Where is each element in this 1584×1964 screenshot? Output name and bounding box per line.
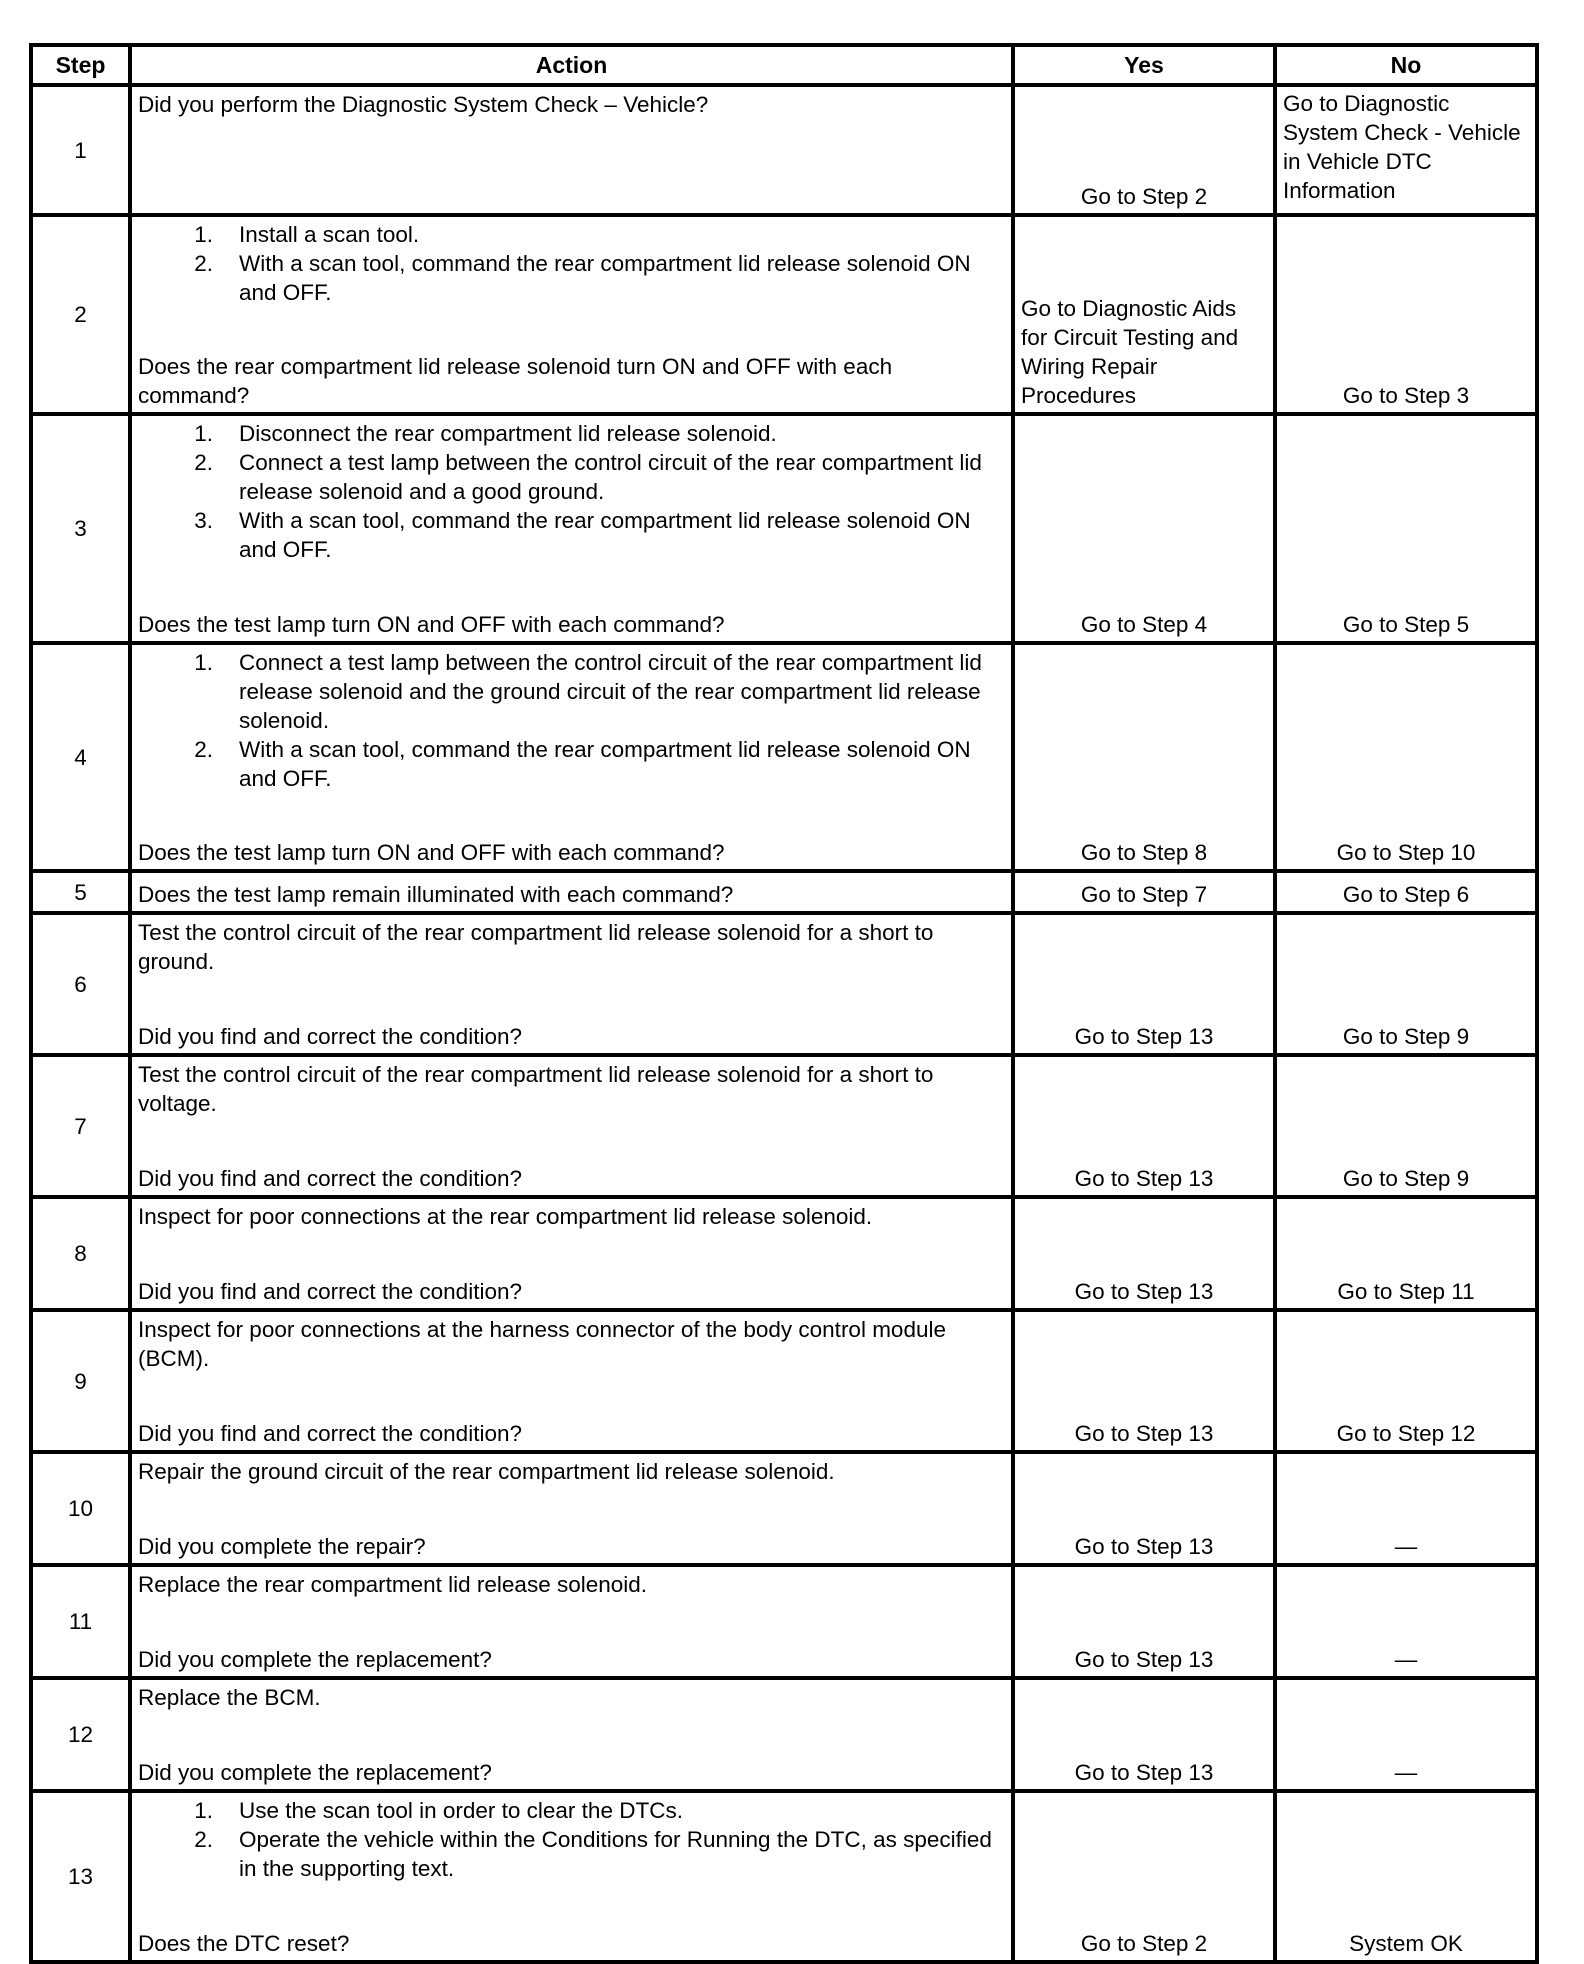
action-text: Replace the rear compartment lid release solenoid. (138, 1572, 648, 1597)
action-question: Did you find and correct the condition? (138, 1279, 522, 1304)
instruction-number: 1. (194, 222, 213, 247)
table-row (31, 643, 1537, 871)
action-cell (130, 1452, 1013, 1565)
action-content (138, 90, 1005, 211)
yes-result: Go to Step 13 (1074, 1421, 1214, 1446)
table-row (31, 1452, 1537, 1565)
yes-cell (1013, 1452, 1275, 1565)
yes-result: Go to Step 2 (1080, 184, 1208, 209)
action-text: Inspect for poor connections at the rear compartment lid release solenoid. (138, 1204, 873, 1229)
action-text: Repair the ground circuit of the rear compartment lid release solenoid. (138, 1459, 835, 1484)
action-cell (130, 1791, 1013, 1962)
instruction-item (138, 249, 1005, 307)
action-content (138, 1202, 1005, 1306)
instruction-text: Disconnect the rear compartment lid release solenoid. (239, 421, 777, 446)
yes-result: Go to Step 13 (1074, 1166, 1214, 1191)
step-number: 4 (31, 643, 130, 871)
no-result: Go to Diagnostic System Check - Vehicle in Vehicle DTC Information (1283, 91, 1521, 203)
action-content (138, 1315, 1005, 1448)
action-question: Does the test lamp turn ON and OFF with each command? (138, 840, 725, 865)
action-top (138, 1570, 1005, 1599)
yes-result: Go to Step 8 (1080, 840, 1208, 865)
action-cell (130, 643, 1013, 871)
step-number: 9 (31, 1310, 130, 1452)
step-number: 6 (31, 913, 130, 1055)
no-cell (1275, 1197, 1537, 1310)
no-result: — (1394, 1647, 1418, 1672)
no-result: Go to Step 6 (1342, 882, 1470, 907)
action-top (138, 1796, 1005, 1883)
action-top (138, 220, 1005, 307)
no-result: Go to Step 9 (1342, 1166, 1470, 1191)
no-cell (1275, 414, 1537, 643)
action-text: Did you perform the Diagnostic System Check – Vehicle? (138, 92, 709, 117)
action-top (138, 1202, 1005, 1231)
yes-cell (1013, 1791, 1275, 1962)
table-body (31, 85, 1537, 1962)
step-number: 11 (31, 1565, 130, 1678)
instruction-text: Connect a test lamp between the control circuit of the rear compartment lid release solenoid and a good ground. (239, 450, 982, 504)
instruction-list (138, 1796, 1005, 1883)
action-cell (130, 871, 1013, 913)
instruction-item (138, 1825, 1005, 1883)
no-cell (1275, 215, 1537, 414)
instruction-text: Connect a test lamp between the control circuit of the rear compartment lid release solenoid and the ground circuit of the rear compartment lid release solenoid. (239, 650, 982, 733)
table-row (31, 414, 1537, 643)
instruction-item (138, 648, 1005, 735)
action-cell (130, 1565, 1013, 1678)
action-content (138, 220, 1005, 410)
yes-result: Go to Step 13 (1074, 1647, 1214, 1672)
table-row (31, 215, 1537, 414)
table-row (31, 1197, 1537, 1310)
no-cell (1275, 1678, 1537, 1791)
no-result: Go to Step 11 (1337, 1279, 1475, 1304)
action-top (138, 1683, 1005, 1712)
action-cell (130, 215, 1013, 414)
no-result: Go to Step 3 (1342, 383, 1470, 408)
action-question: Did you find and correct the condition? (138, 1024, 522, 1049)
action-text: Replace the BCM. (138, 1685, 321, 1710)
instruction-number: 1. (194, 421, 213, 446)
action-top (138, 419, 1005, 564)
action-question: Did you complete the replacement? (138, 1760, 492, 1785)
table-row (31, 1791, 1537, 1962)
yes-cell (1013, 643, 1275, 871)
instruction-list (138, 419, 1005, 564)
action-top (138, 918, 1005, 976)
instruction-list (138, 220, 1005, 307)
instruction-number: 1. (194, 1798, 213, 1823)
action-top (138, 90, 1005, 119)
action-cell (130, 913, 1013, 1055)
action-question: Did you find and correct the condition? (138, 1421, 522, 1446)
action-question: Did you find and correct the condition? (138, 1166, 522, 1191)
table-row (31, 1310, 1537, 1452)
action-content (138, 1683, 1005, 1787)
action-content (138, 648, 1005, 867)
yes-cell (1013, 1197, 1275, 1310)
action-content (138, 876, 1005, 909)
action-top (138, 1315, 1005, 1373)
instruction-text: Use the scan tool in order to clear the DTCs. (239, 1798, 683, 1823)
no-result: Go to Step 12 (1336, 1421, 1476, 1446)
yes-cell (1013, 913, 1275, 1055)
yes-result: Go to Step 13 (1074, 1024, 1214, 1049)
instruction-item (138, 735, 1005, 793)
instruction-number: 1. (194, 650, 213, 675)
yes-cell (1013, 1310, 1275, 1452)
action-cell (130, 1678, 1013, 1791)
instruction-text: Operate the vehicle within the Conditions for Running the DTC, as specified in the supporting text. (239, 1827, 992, 1881)
no-cell (1275, 1452, 1537, 1565)
yes-result: Go to Step 7 (1080, 882, 1208, 907)
yes-result: Go to Step 13 (1074, 1534, 1214, 1559)
instruction-number: 3. (194, 508, 213, 533)
step-number: 5 (31, 871, 130, 913)
action-question: Does the test lamp remain illuminated with each command? (138, 882, 734, 907)
no-result: Go to Step 9 (1342, 1024, 1470, 1049)
yes-cell (1013, 414, 1275, 643)
instruction-item (138, 419, 1005, 448)
table-row (31, 85, 1537, 215)
table-row (31, 871, 1537, 913)
table-header (31, 45, 1537, 85)
no-result: System OK (1349, 1931, 1463, 1956)
instruction-item (138, 1796, 1005, 1825)
diagnostic-table (29, 43, 1539, 1964)
step-number: 1 (31, 85, 130, 215)
action-content (138, 918, 1005, 1051)
yes-result: Go to Step 13 (1074, 1279, 1214, 1304)
yes-cell (1013, 1678, 1275, 1791)
instruction-number: 2. (194, 450, 213, 475)
action-question: Does the test lamp turn ON and OFF with each command? (138, 612, 725, 637)
instruction-text: With a scan tool, command the rear compartment lid release solenoid ON and OFF. (239, 508, 971, 562)
action-cell (130, 1197, 1013, 1310)
no-cell (1275, 1791, 1537, 1962)
action-content (138, 1457, 1005, 1561)
action-cell (130, 1055, 1013, 1197)
action-content (138, 1060, 1005, 1193)
step-number: 10 (31, 1452, 130, 1565)
action-question: Did you complete the repair? (138, 1534, 426, 1559)
action-text: Inspect for poor connections at the harness connector of the body control module (BCM). (138, 1317, 946, 1371)
header-no: No (1275, 45, 1537, 85)
action-top (138, 648, 1005, 793)
yes-cell (1013, 1055, 1275, 1197)
action-question: Does the DTC reset? (138, 1931, 350, 1956)
yes-result: Go to Step 13 (1074, 1760, 1214, 1785)
no-cell (1275, 1055, 1537, 1197)
instruction-list (138, 648, 1005, 793)
yes-cell (1013, 871, 1275, 913)
table-row (31, 1055, 1537, 1197)
action-question: Did you complete the replacement? (138, 1647, 492, 1672)
yes-cell (1013, 215, 1275, 414)
action-content (138, 1570, 1005, 1674)
action-content (138, 419, 1005, 639)
instruction-text: With a scan tool, command the rear compartment lid release solenoid ON and OFF. (239, 737, 971, 791)
instruction-item (138, 448, 1005, 506)
yes-result: Go to Diagnostic Aids for Circuit Testing and Wiring Repair Procedures (1021, 296, 1239, 408)
step-number: 12 (31, 1678, 130, 1791)
action-cell (130, 1310, 1013, 1452)
instruction-number: 2. (194, 251, 213, 276)
no-cell (1275, 643, 1537, 871)
no-result: — (1394, 1760, 1418, 1785)
yes-result: Go to Step 4 (1080, 612, 1208, 637)
header-yes: Yes (1013, 45, 1275, 85)
step-number: 7 (31, 1055, 130, 1197)
no-cell (1275, 1565, 1537, 1678)
instruction-text: Install a scan tool. (239, 222, 420, 247)
no-cell (1275, 871, 1537, 913)
action-text: Test the control circuit of the rear compartment lid release solenoid for a short to voltage. (138, 1062, 934, 1116)
action-top (138, 1457, 1005, 1486)
instruction-number: 2. (194, 1827, 213, 1852)
header-action: Action (130, 45, 1013, 85)
table-row (31, 1678, 1537, 1791)
step-number: 2 (31, 215, 130, 414)
no-cell (1275, 1310, 1537, 1452)
no-result: Go to Step 5 (1342, 612, 1470, 637)
action-text: Test the control circuit of the rear compartment lid release solenoid for a short to ground. (138, 920, 934, 974)
no-result: — (1394, 1534, 1418, 1559)
step-number: 3 (31, 414, 130, 643)
instruction-number: 2. (194, 737, 213, 762)
action-cell (130, 85, 1013, 215)
step-number: 8 (31, 1197, 130, 1310)
yes-result: Go to Step 2 (1080, 1931, 1208, 1956)
header-row (31, 45, 1537, 85)
yes-cell (1013, 1565, 1275, 1678)
table-row (31, 913, 1537, 1055)
action-content (138, 1796, 1005, 1958)
instruction-item (138, 220, 1005, 249)
yes-cell (1013, 85, 1275, 215)
no-cell (1275, 85, 1537, 215)
no-cell (1275, 913, 1537, 1055)
action-top (138, 1060, 1005, 1118)
table-row (31, 1565, 1537, 1678)
instruction-item (138, 506, 1005, 564)
action-cell (130, 414, 1013, 643)
step-number: 13 (31, 1791, 130, 1962)
action-question: Does the rear compartment lid release solenoid turn ON and OFF with each command? (138, 354, 893, 408)
header-step: Step (31, 45, 130, 85)
no-result: Go to Step 10 (1336, 840, 1476, 865)
instruction-text: With a scan tool, command the rear compartment lid release solenoid ON and OFF. (239, 251, 971, 305)
